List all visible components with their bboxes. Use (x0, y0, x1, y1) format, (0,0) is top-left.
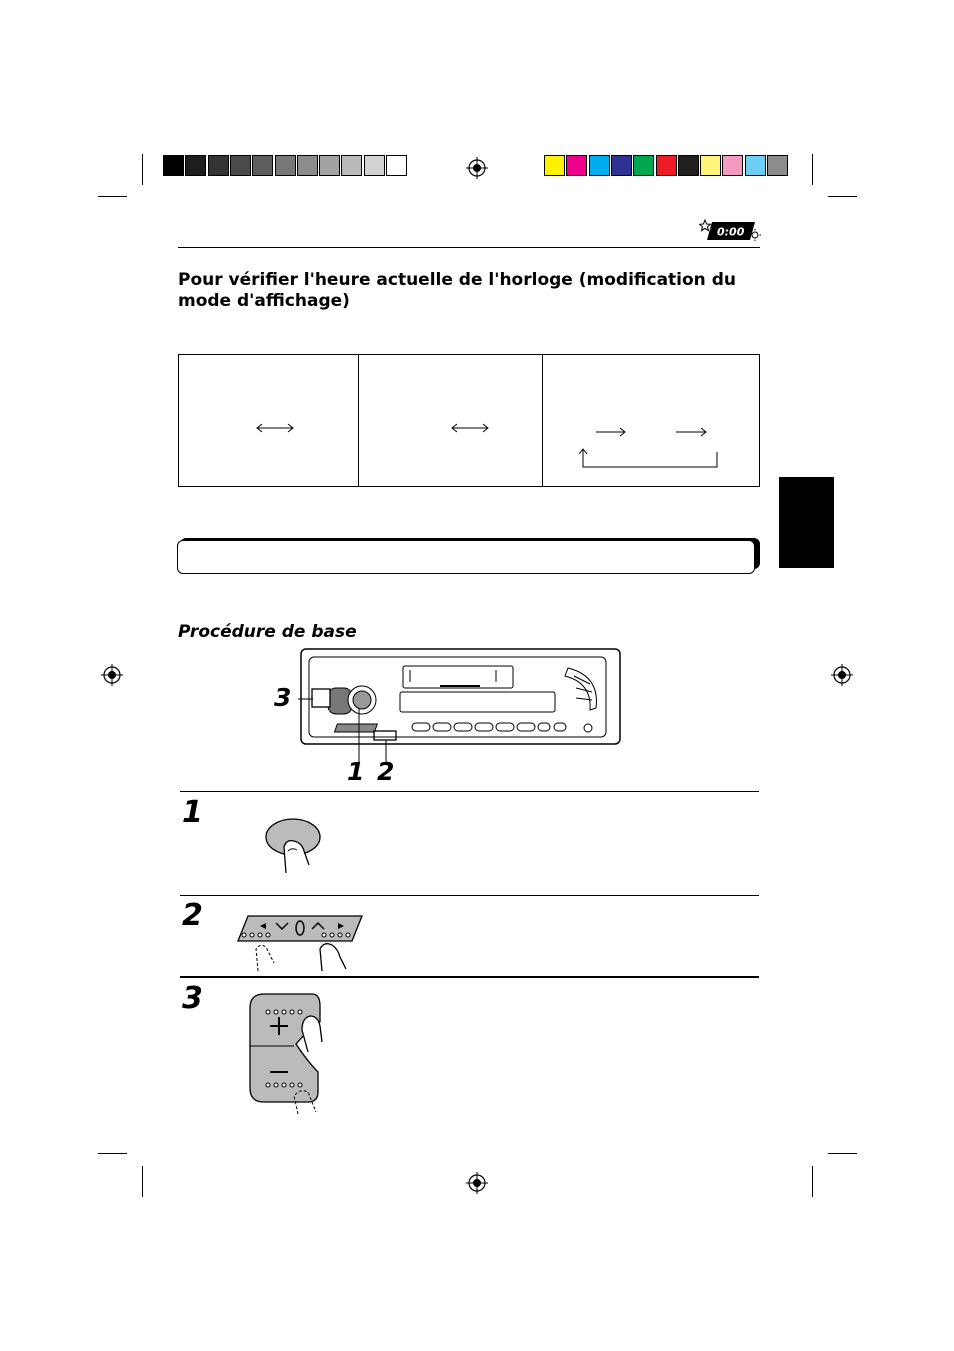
up-down-button-press-icon (236, 913, 366, 973)
table-cell (359, 355, 543, 486)
crop-mark (812, 1166, 813, 1197)
color-swatch (767, 155, 788, 176)
color-swatch (319, 155, 340, 176)
color-swatch (297, 155, 318, 176)
section-title: Pour vérifier l'heure actuelle de l'horloge (modification du mode d'affichage) (178, 270, 736, 311)
registration-mark-icon (466, 1172, 488, 1194)
double-arrow-icon (451, 423, 489, 433)
color-swatch (678, 155, 699, 176)
color-swatch (633, 155, 654, 176)
registration-mark-icon (466, 157, 488, 179)
step-number-2: 2 (182, 898, 203, 933)
color-swatch (589, 155, 610, 176)
callout-1: 1 (347, 757, 365, 786)
step-divider (180, 791, 759, 792)
step-divider (180, 976, 759, 978)
crop-mark (828, 196, 857, 197)
color-swatch (252, 155, 273, 176)
color-swatch (208, 155, 229, 176)
step-number-1: 1 (182, 795, 203, 830)
color-swatch (185, 155, 206, 176)
color-swatch (745, 155, 766, 176)
step-number-3: 3 (182, 981, 203, 1016)
table-cell (179, 355, 359, 486)
color-swatch (341, 155, 362, 176)
crop-mark (98, 196, 127, 197)
color-swatch (566, 155, 587, 176)
callout-2: 2 (377, 757, 395, 786)
plus-minus-button-press-icon (246, 992, 326, 1116)
color-swatch (163, 155, 184, 176)
crop-mark (142, 154, 143, 185)
color-swatch (275, 155, 296, 176)
display-text: 0:00 (717, 225, 745, 239)
registration-mark-icon (101, 664, 123, 686)
color-swatch (656, 155, 677, 176)
crop-mark (142, 1166, 143, 1197)
double-arrow-icon (256, 423, 294, 433)
header-rule (178, 247, 760, 248)
procedure-title: Procédure de base (178, 622, 357, 642)
color-swatch (544, 155, 565, 176)
color-swatch (722, 155, 743, 176)
callout-3: 3 (274, 683, 292, 712)
section-band (177, 540, 755, 574)
color-swatch (364, 155, 385, 176)
color-swatch (700, 155, 721, 176)
crop-mark (828, 1153, 857, 1154)
button-press-icon (264, 817, 324, 879)
color-swatch (386, 155, 407, 176)
registration-mark-icon (831, 664, 853, 686)
clock-display-icon (699, 218, 761, 242)
color-swatch (230, 155, 251, 176)
crop-mark (812, 154, 813, 185)
color-swatch (611, 155, 632, 176)
crop-mark (98, 1153, 127, 1154)
step-divider (180, 895, 759, 896)
cycle-arrows-icon (574, 424, 722, 470)
language-tab (779, 477, 834, 568)
